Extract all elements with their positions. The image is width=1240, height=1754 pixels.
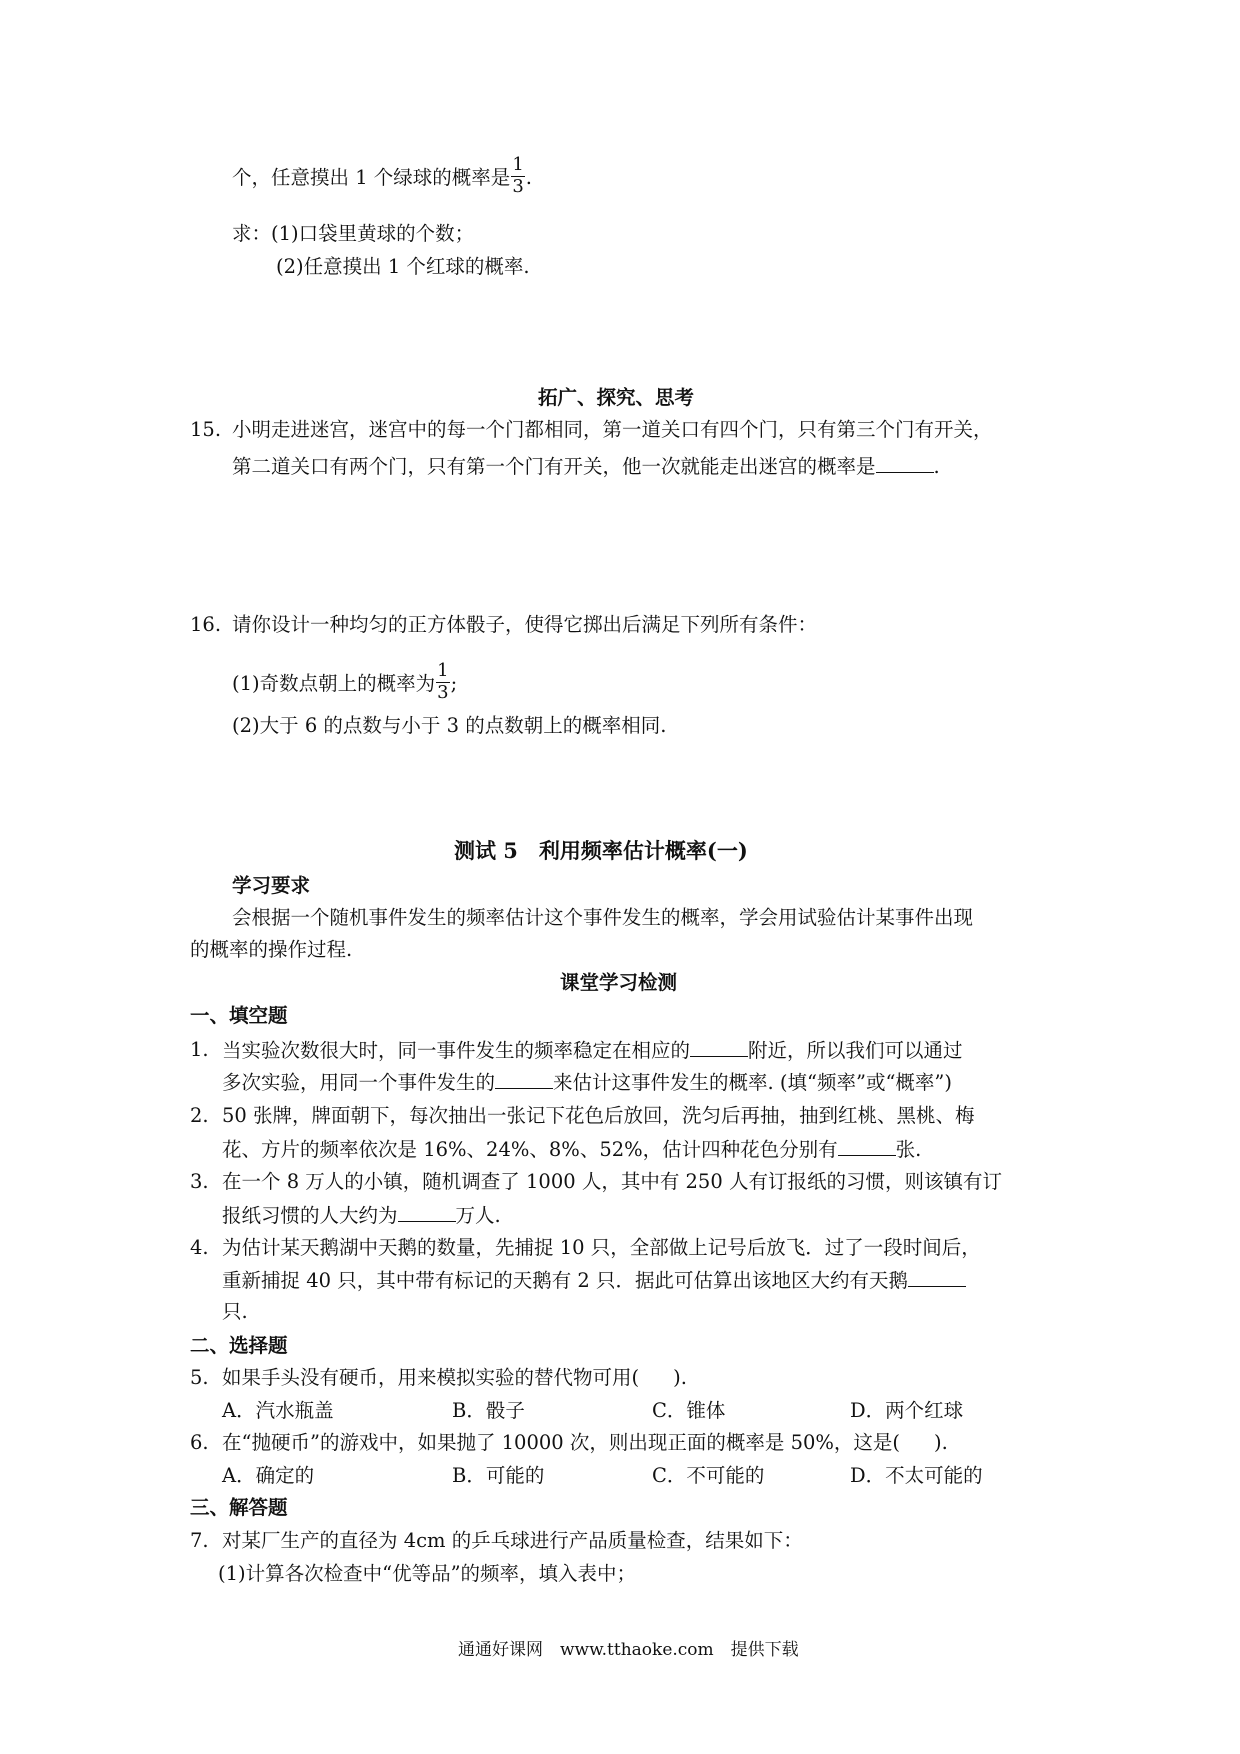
q6-number: 6. xyxy=(190,1431,209,1454)
q2-number: 2. xyxy=(190,1104,209,1127)
q3-line1: 在一个 8 万人的小镇，随机调查了 1000 人，其中有 250 人有订报纸的习惯，则该镇有订 xyxy=(222,1170,1002,1193)
answer-blank[interactable] xyxy=(876,456,934,473)
q1-text-d: 来估计这事件发生的概率. (填“频率”或“概率”) xyxy=(553,1071,953,1094)
section-heading-explore: 拓广、探究、思考 xyxy=(538,386,695,409)
q14-ask: 求：(1)口袋里黄球的个数； xyxy=(232,222,475,245)
q3-end: 万人. xyxy=(455,1204,501,1227)
q5-stem xyxy=(222,1368,687,1388)
study-requirements-heading: 学习要求 xyxy=(232,874,311,897)
q3-line2-text: 报纸习惯的人大约为 xyxy=(222,1204,398,1227)
q5-option-c[interactable]: C．锥体 xyxy=(652,1399,726,1422)
q16-cond1-end: ; xyxy=(450,671,458,695)
fraction-numerator: 1 xyxy=(512,154,524,175)
q6-option-a[interactable]: A．确定的 xyxy=(222,1464,315,1487)
q4-number: 4. xyxy=(190,1236,209,1259)
q5-number: 5. xyxy=(190,1366,209,1389)
answer-blank[interactable] xyxy=(838,1139,896,1156)
page-footer: 通通好课网 www.tthaoke.com 提供下载 xyxy=(458,1640,799,1660)
class-check-heading: 课堂学习检测 xyxy=(560,971,678,994)
q14-sub2: (2)任意摸出 1 个红球的概率. xyxy=(276,255,530,278)
part1-heading: 一、填空题 xyxy=(190,1004,288,1027)
q16-number: 16. xyxy=(190,613,222,636)
q2-line2-text: 花、方片的频率依次是 16%、24%、8%、52%，估计四种花色分别有 xyxy=(222,1138,838,1161)
q4-line2 xyxy=(222,1270,966,1291)
q15-line2-text: 第二道关口有两个门，只有第一个门有开关，他一次就能走出迷宫的概率是 xyxy=(232,455,876,478)
q4-line1: 为估计某天鹅湖中天鹅的数量，先捕捉 10 只，全部做上记号后放飞．过了一段时间后， xyxy=(222,1236,981,1259)
fraction xyxy=(436,662,449,703)
q7-line1: 对某厂生产的直径为 4cm 的乒乓球进行产品质量检查，结果如下： xyxy=(222,1529,803,1552)
answer-blank[interactable] xyxy=(908,1270,966,1287)
q6-option-c[interactable]: C．不可能的 xyxy=(652,1464,765,1487)
q3-line2 xyxy=(222,1205,501,1226)
q5-stem-text: 如果手头没有硬币，用来模拟实验的替代物可用( xyxy=(222,1366,640,1389)
q14-line1-end: . xyxy=(525,165,532,189)
answer-blank[interactable] xyxy=(398,1205,456,1222)
q2-line1: 50 张牌，牌面朝下，每次抽出一张记下花色后放回，洗匀后再抽，抽到红桃、黑桃、梅 xyxy=(222,1104,975,1127)
q15-number: 15. xyxy=(190,418,222,441)
q5-option-b[interactable]: B．骰子 xyxy=(452,1399,525,1422)
q5-stem-end: ). xyxy=(673,1366,687,1389)
q1-text-a: 当实验次数很大时，同一事件发生的频率稳定在相应的 xyxy=(222,1039,691,1062)
test-title: 测试 5 利用频率估计概率(一) xyxy=(454,838,748,863)
q6-stem-text: 在“抛硬币”的游戏中，如果抛了 10000 次，则出现正面的概率是 50%，这是( xyxy=(222,1431,901,1454)
q6-stem xyxy=(222,1433,948,1453)
q14-line1 xyxy=(232,154,532,199)
study-requirements-line1: 会根据一个随机事件发生的频率估计这个事件发生的概率，学会用试验估计某事件出现 xyxy=(232,906,974,929)
q16-cond1-text: (1)奇数点朝上的概率为 xyxy=(232,671,436,695)
fraction xyxy=(511,156,524,197)
q6-option-d[interactable]: D．不太可能的 xyxy=(850,1464,983,1487)
q2-end: 张. xyxy=(895,1138,922,1161)
fraction-denominator: 3 xyxy=(512,175,524,197)
q1-line2 xyxy=(222,1072,952,1093)
q4-line2-text: 重新捕捉 40 只，其中带有标记的天鹅有 2 只．据此可估算出该地区大约有天鹅 xyxy=(222,1269,909,1292)
q3-number: 3. xyxy=(190,1170,209,1193)
q1-number: 1. xyxy=(190,1038,209,1061)
q15-end: . xyxy=(933,455,940,478)
study-requirements-line2: 的概率的操作过程. xyxy=(190,938,353,961)
q5-option-d[interactable]: D．两个红球 xyxy=(850,1399,964,1422)
q7-line2: (1)计算各次检查中“优等品”的频率，填入表中； xyxy=(218,1562,637,1585)
q6-stem-end: ). xyxy=(934,1431,948,1454)
fraction-numerator: 1 xyxy=(437,660,449,681)
q5-option-a[interactable]: A．汽水瓶盖 xyxy=(222,1399,334,1422)
part2-heading: 二、选择题 xyxy=(190,1334,288,1357)
q1-text-b: 附近，所以我们可以通过 xyxy=(748,1039,963,1062)
q16-cond2: (2)大于 6 的点数与小于 3 的点数朝上的概率相同. xyxy=(232,714,667,737)
answer-blank[interactable] xyxy=(495,1072,553,1089)
q7-number: 7. xyxy=(190,1529,209,1552)
q6-option-b[interactable]: B．可能的 xyxy=(452,1464,545,1487)
part3-heading: 三、解答题 xyxy=(190,1496,288,1519)
q1-line1 xyxy=(222,1040,963,1061)
q4-line3: 只. xyxy=(222,1300,248,1323)
fraction-denominator: 3 xyxy=(437,681,449,703)
q14-line1-text: 个，任意摸出 1 个绿球的概率是 xyxy=(232,165,511,189)
answer-blank[interactable] xyxy=(690,1040,748,1057)
q2-line2 xyxy=(222,1139,921,1160)
q16-line1: 请你设计一种均匀的正方体骰子，使得它掷出后满足下列所有条件： xyxy=(232,613,818,636)
q15-line1: 小明走进迷宫，迷宫中的每一个门都相同，第一道关口有四个门，只有第三个门有开关， xyxy=(232,418,993,441)
q16-cond1 xyxy=(232,660,458,705)
q1-text-c: 多次实验，用同一个事件发生的 xyxy=(222,1071,496,1094)
q15-line2 xyxy=(232,456,940,477)
